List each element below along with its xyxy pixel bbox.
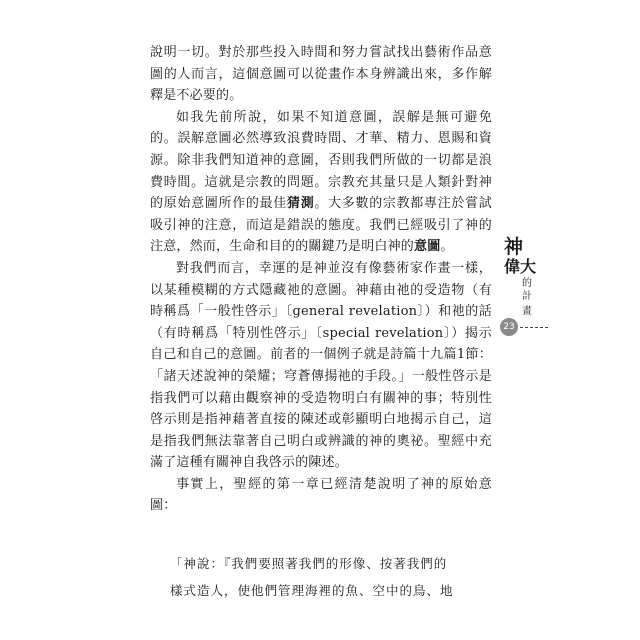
quote-line: 樣式造人，使他們管理海裡的魚、空中的鳥、地 [170, 583, 454, 598]
paragraph-3: 對我們而言，幸運的是神並沒有像藝術家作畫一樣，以某種模糊的方式隱藏祂的意圖。神藉由祂的受造物（有時稱爲「一般性啓示」〔general revelation〕）和祂的話（有時稱爲「特別性啓示」〔special revelation〕）揭示自己和自己的意圖。前者的一個例子就是詩篇十九篇1節：「諸天述說神的榮耀；穹蒼傳揚祂的手段。」一般性啓示是指我們可以藉由觀察神的受造物明白有關神的事；特別性啓示則是指神藉著直接的陳述或彰顯明白地揭示自己，這是指我們無法靠著自己明白或辨識的神的奧祕。聖經中充滿了這種有關神自我啓示的陳述。 [150, 260, 492, 471]
quote-line: 「神說：『我們要照著我們的形像、按著我們的 [170, 556, 448, 571]
paragraph-2: 如我先前所說，如果不知道意圖，誤解是無可避免的。誤解意圖必然導致浪費時間、才華、精力、恩賜和資源。除非我們知道神的意圖，否則我們所做的一切都是浪費時間。這就是宗教的問題。宗教充其量只是人類針對神的原始意圖所作的最佳猜測。大多數的宗教都專注於嘗試吸引神的注意，而這是錯誤的態度。我們已經吸引了神的注意，然而，生命和目的的關鍵乃是明白神的意圖。 [150, 109, 492, 255]
page-number: 23 [500, 318, 518, 336]
title-char: 偉 [504, 257, 521, 276]
paragraph-4: 事實上，聖經的第一章已經清楚說明了神的原始意圖： [150, 476, 492, 514]
emphasis-intent: 意圖 [414, 239, 441, 255]
body-text [150, 42, 492, 517]
title-char: 神 [504, 236, 524, 258]
title-char: 的 [522, 278, 532, 289]
scripture-quote [170, 550, 470, 604]
paragraph-1: 說明一切。對於那些投入時間和努力嘗試找出藝術作品意圖的人而言，這個意圖可以從畫作本身辨識出來，多作解釋是不必要的。 [150, 45, 492, 104]
page-number-rule [520, 327, 548, 328]
title-char: 計畫 [522, 291, 532, 317]
running-title [500, 232, 537, 317]
emphasis-guess: 猜測 [287, 196, 315, 212]
title-char: 大 [520, 257, 537, 276]
